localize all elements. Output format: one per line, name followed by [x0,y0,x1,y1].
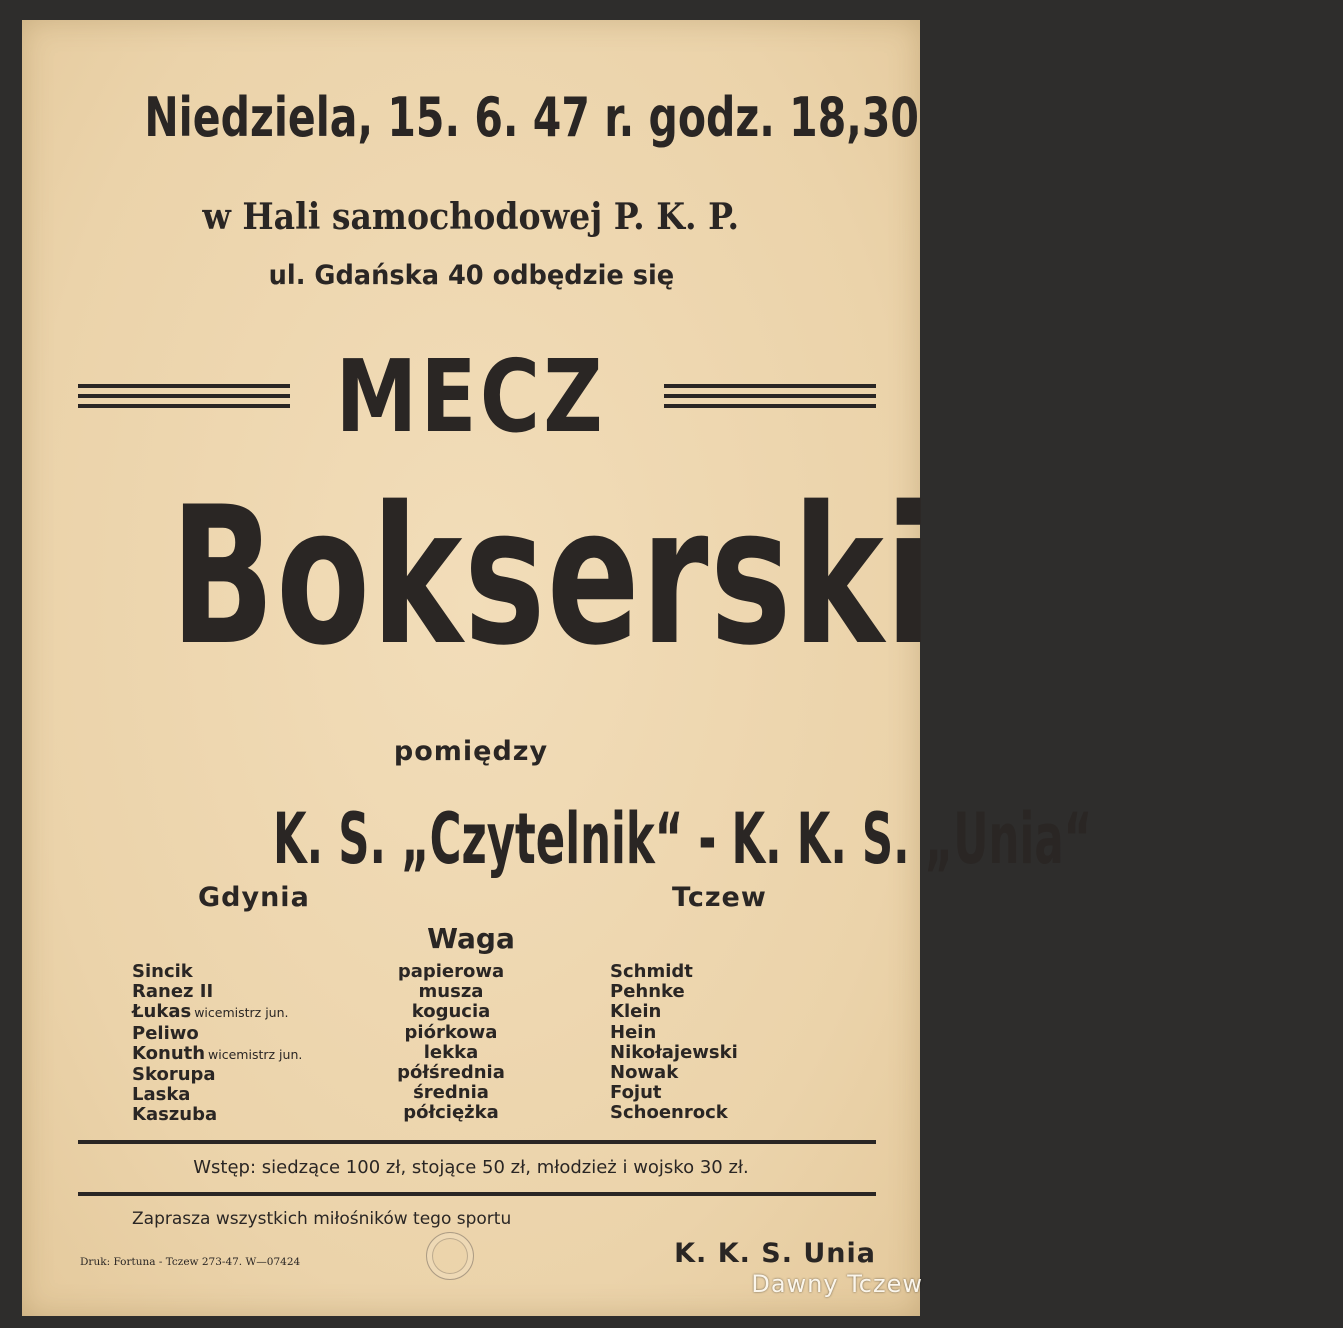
fighter-left: Ranez II [132,981,214,1003]
fighter-right: Nowak [610,1062,679,1084]
weight-class: lekka [423,1041,479,1063]
title-mecz: MECZ [335,338,607,455]
divider-bottom [78,1192,876,1196]
fighter-right: Pehnke [610,981,685,1003]
fighter-left: Laska [132,1084,191,1106]
between-label: pomiędzy [393,736,549,767]
venue-line: w Hali samochodowej P. K. P. [202,196,740,238]
city-right: Tczew [672,882,767,913]
left-fighters-column [132,962,302,1126]
event-date-line: Niedziela, 15. 6. 47 r. godz. 18,30 [144,86,919,149]
weight-class: półśrednia [397,1062,505,1084]
organizer-signature: K. K. S. Unia [674,1238,876,1269]
fighter-note: wicemistrz jun. [208,1046,303,1062]
fighter-left: Łukas wicemistrz jun. [132,1001,289,1023]
fighter-note: wicemistrz jun. [194,1005,289,1021]
fighter-left: Kaszuba [132,1104,218,1126]
fighter-right: Klein [610,1001,662,1023]
fighter-left: Konuth wicemistrz jun. [132,1042,303,1064]
library-stamp [426,1232,474,1280]
weight-class: papierowa [397,961,505,982]
fighter-right: Fojut [610,1082,662,1104]
right-fighters-column [610,962,738,1124]
fighter-left: Peliwo [132,1022,199,1044]
weight-classes-column [376,962,526,1124]
entry-prices: Wstęp: siedzące 100 zł, stojące 50 zł, młodzież i wojsko 30 zł. [193,1157,749,1178]
fighter-right: Schmidt [610,961,693,982]
weight-class: średnia [413,1082,489,1104]
weight-class: musza [418,981,484,1003]
printer-imprint: Druk: Fortuna - Tczew 273-47. W—07424 [80,1256,301,1268]
watermark: Dawny Tczew [751,1270,923,1298]
weight-class: piórkowa [404,1021,498,1043]
address-line: ul. Gdańska 40 odbędzie się [268,260,674,291]
title-bokserski: Bokserski [170,466,934,687]
fighter-left: Skorupa [132,1064,216,1086]
fighter-right: Nikołajewski [610,1041,738,1063]
invitation-line: Zaprasza wszystkich miłośników tego sportu [132,1209,512,1229]
teams-line: K. S. „Czytelnik“ - K. K. S. „Unia“ [273,798,1093,880]
fighter-right: Hein [610,1021,657,1043]
city-left: Gdynia [198,882,310,913]
weight-class: kogucia [411,1001,491,1023]
poster-sheet [22,20,1093,1316]
divider-top [78,1140,876,1144]
weight-class: półciężka [403,1102,499,1124]
fighter-left: Sincik [132,961,193,982]
fighter-right: Schoenrock [610,1102,728,1124]
weight-class-header: Waga [427,922,515,955]
